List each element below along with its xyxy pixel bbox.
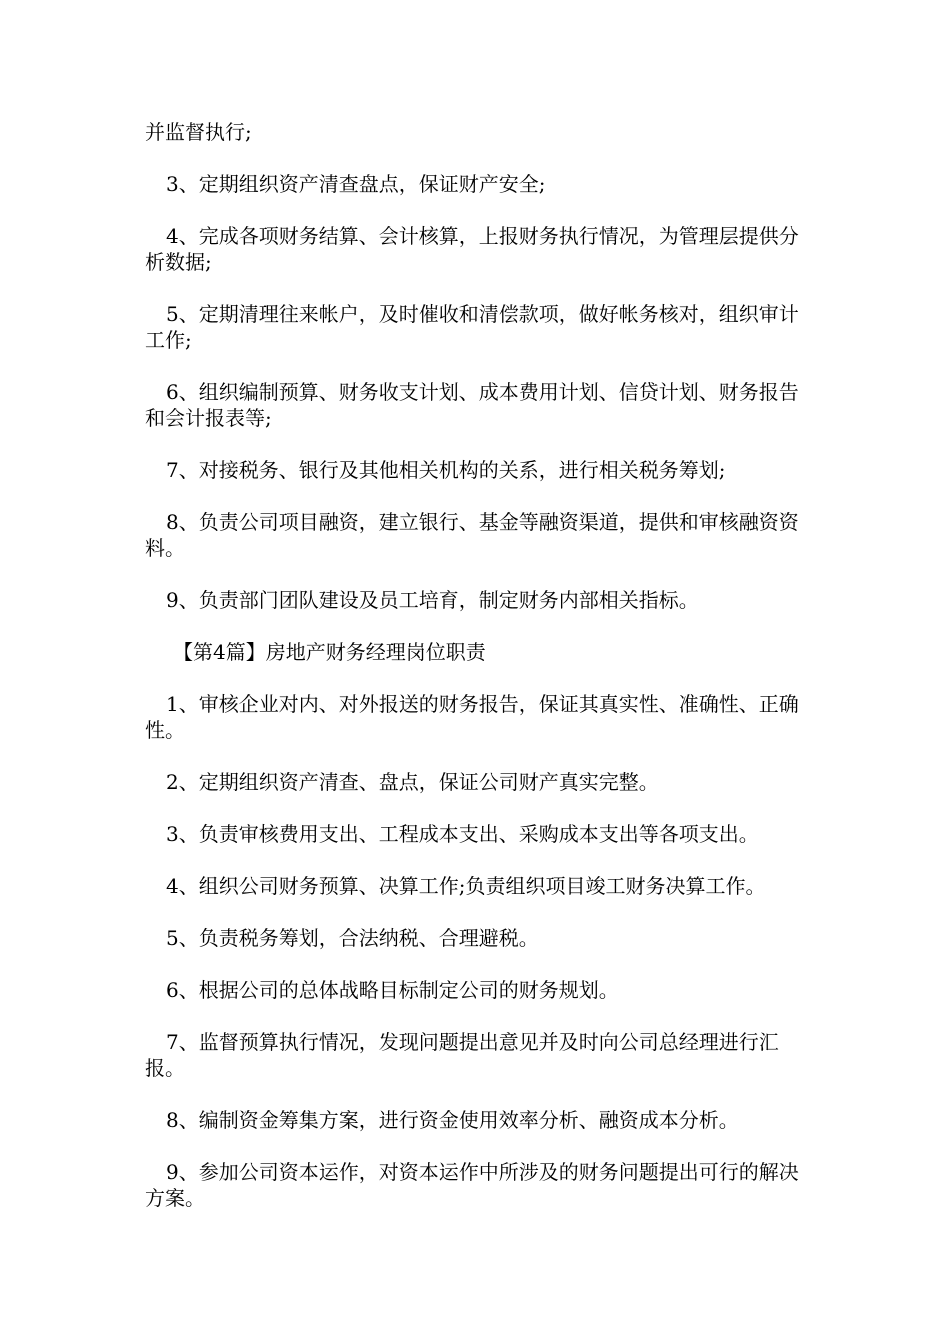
list-item: 8、负责公司项目融资，建立银行、基金等融资渠道，提供和审核融资资料。 (145, 510, 799, 560)
list-item: 5、负责税务筹划，合法纳税、合理避税。 (166, 926, 539, 950)
continuation-paragraph: 并监督执行; (145, 120, 252, 144)
list-item: 7、监督预算执行情况，发现问题提出意见并及时向公司总经理进行汇报。 (145, 1030, 779, 1080)
list-item: 2、定期组织资产清查、盘点，保证公司财产真实完整。 (166, 770, 659, 794)
list-item: 9、参加公司资本运作，对资本运作中所涉及的财务问题提出可行的解决方案。 (145, 1160, 799, 1210)
list-item: 7、对接税务、银行及其他相关机构的关系，进行相关税务筹划; (166, 458, 726, 482)
list-item: 1、审核企业对内、对外报送的财务报告，保证其真实性、准确性、正确性。 (145, 692, 799, 742)
list-item: 6、组织编制预算、财务收支计划、成本费用计划、信贷计划、财务报告和会计报表等; (145, 380, 799, 430)
list-item: 3、负责审核费用支出、工程成本支出、采购成本支出等各项支出。 (166, 822, 759, 846)
list-item: 5、定期清理往来帐户，及时催收和清偿款项，做好帐务核对，组织审计工作; (145, 302, 799, 352)
list-item: 9、负责部门团队建设及员工培育，制定财务内部相关指标。 (166, 588, 699, 612)
list-item: 4、完成各项财务结算、会计核算，上报财务执行情况，为管理层提供分析数据; (145, 224, 799, 274)
list-item: 4、组织公司财务预算、决算工作;负责组织项目竣工财务决算工作。 (166, 874, 766, 898)
document-body (145, 119, 815, 1237)
section-heading: 【第4篇】房地产财务经理岗位职责 (173, 640, 486, 664)
list-item: 3、定期组织资产清查盘点，保证财产安全; (166, 172, 546, 196)
list-item: 6、根据公司的总体战略目标制定公司的财务规划。 (166, 978, 619, 1002)
list-item: 8、编制资金筹集方案，进行资金使用效率分析、融资成本分析。 (166, 1108, 739, 1132)
